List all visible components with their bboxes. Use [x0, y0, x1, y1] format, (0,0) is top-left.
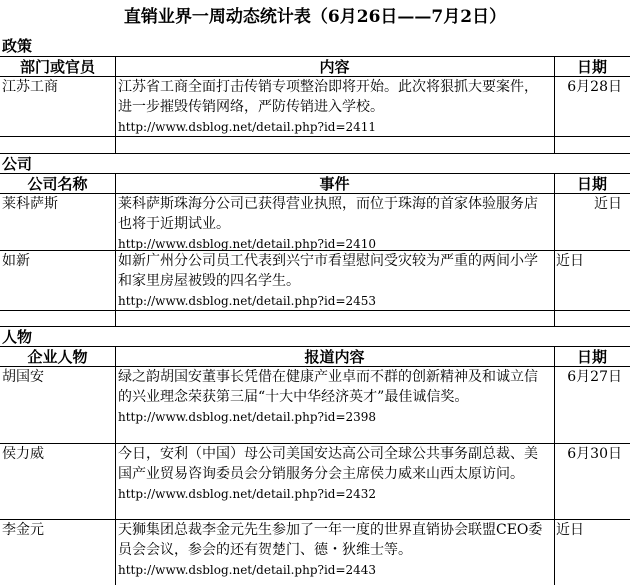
entity-description: 江苏省工商全面打击传销专项整治即将开始。此次将狠抓大要案件，进一步摧毁传销网络，严防传销进入学校。 [118, 79, 538, 115]
entity-content [115, 444, 554, 520]
entity-name: 莱科萨斯 [2, 196, 58, 212]
entity-link[interactable]: http://www.dsblog.net/detail.php?id=2411 [118, 120, 377, 134]
table-row [0, 444, 630, 520]
entity-date: 6月27日 [567, 369, 622, 385]
spacer-row [0, 137, 630, 154]
entity-content [115, 251, 554, 311]
entity-description: 如新广州分公司员工代表到兴宁市看望慰问受灾较为严重的两间小学和家里房屋被毁的四名学生。 [118, 253, 538, 289]
section-row-policy [0, 35, 630, 57]
entity-link[interactable]: http://www.dsblog.net/detail.php?id=2443 [118, 563, 377, 577]
table-row [0, 251, 630, 311]
header-date: 日期 [576, 175, 607, 193]
entity-description: 天狮集团总裁李金元先生参加了一年一度的世界直销协会联盟CEO委员会会议，参会的还有贺楚门、德・狄维士等。 [118, 522, 543, 558]
section-row-people [0, 327, 630, 347]
entity-name: 李金元 [2, 522, 44, 538]
header-date: 日期 [576, 58, 607, 76]
entity-description: 今日，安利（中国）母公司美国安达高公司全球公共事务副总裁、美国产业贸易咨询委员会分销服务分会主席侯力威来山西太原访问。 [118, 446, 538, 482]
entity-name: 如新 [2, 253, 30, 269]
header-row-people [0, 347, 630, 367]
table-row [0, 77, 630, 137]
section-label-people: 人物 [2, 328, 33, 346]
entity-date: 6月30日 [567, 446, 622, 462]
entity-name: 胡国安 [2, 369, 44, 385]
entity-description: 绿之韵胡国安董事长凭借在健康产业卓而不群的创新精神及和诚立信的兴业理念荣获第三届“十大中华经济英才”最佳诚信奖。 [118, 369, 538, 405]
header-company-name: 公司名称 [27, 175, 88, 193]
section-label-company: 公司 [2, 155, 33, 173]
entity-content [115, 77, 554, 137]
entity-content [115, 367, 554, 444]
entity-description: 莱科萨斯珠海分公司已获得营业执照，而位于珠海的首家体验服务店也将于近期试业。 [118, 196, 538, 232]
header-date: 日期 [576, 348, 607, 366]
entity-link[interactable]: http://www.dsblog.net/detail.php?id=2398 [118, 410, 377, 424]
table-row [0, 520, 630, 585]
header-dept: 部门或官员 [19, 58, 95, 76]
header-report: 报道内容 [304, 348, 365, 366]
entity-content [115, 520, 554, 585]
header-row-company [0, 174, 630, 194]
sheet-title: 直销业界一周动态统计表（6月26日——7月2日） [123, 7, 507, 27]
entity-date: 近日 [556, 253, 584, 269]
entity-date: 近日 [556, 522, 584, 538]
entity-link[interactable]: http://www.dsblog.net/detail.php?id=2453 [118, 294, 377, 308]
header-content: 内容 [319, 58, 350, 76]
entity-link[interactable]: http://www.dsblog.net/detail.php?id=2410 [118, 237, 377, 251]
entity-date: 6月28日 [567, 79, 622, 95]
header-person: 企业人物 [27, 348, 88, 366]
entity-link[interactable]: http://www.dsblog.net/detail.php?id=2432 [118, 487, 377, 501]
entity-name: 侯力威 [2, 446, 44, 462]
header-row-policy [0, 57, 630, 77]
entity-name: 江苏工商 [2, 79, 58, 95]
section-row-company [0, 154, 630, 174]
entity-date: 近日 [594, 196, 622, 212]
header-event: 事件 [319, 175, 350, 193]
section-label-policy: 政策 [2, 37, 33, 55]
table-row [0, 367, 630, 444]
spacer-row [0, 311, 630, 327]
entity-content [115, 194, 554, 251]
table-row [0, 194, 630, 251]
